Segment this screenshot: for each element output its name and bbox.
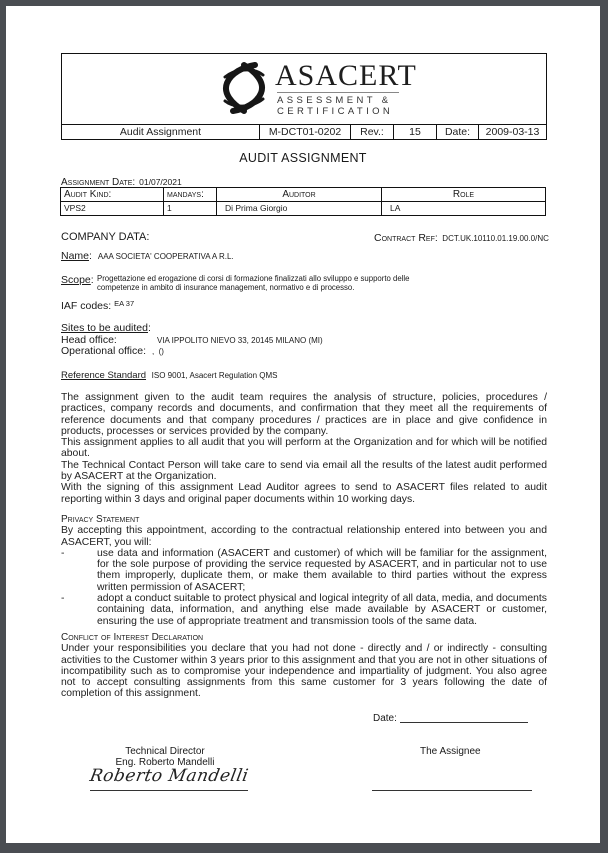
technical-director-signature: Roberto Mandelli [88,766,251,786]
document-header [61,53,547,125]
col-auditor: Auditor [217,188,382,202]
technical-director-name: Eng. Roberto Mandelli [115,757,215,768]
assignment-date-label: Assignment Date: [61,177,136,188]
sites-heading: Sites to be audited: [61,322,151,334]
paragraph-reporting: With the signing of this assignment Lead Auditor agrees to send to ASACERT files related to audit reporting within 3 days and original paper documents within 10 working days. [61,482,547,505]
iaf-codes-value: EA 37 [114,299,135,308]
assignment-terms [61,392,547,505]
company-data-heading: COMPANY DATA: [61,231,150,243]
date-signature-line [400,722,528,723]
iaf-codes [61,299,134,312]
table-row [61,202,546,216]
auditor-table [60,187,546,216]
col-audit-kind: Audit Kind: [61,188,164,202]
cell-auditor: Di Prima Giorgio [217,202,382,216]
sites-label: Sites to be audited [61,322,148,334]
conflict-heading: Conflict of Interest Declaration [61,632,204,643]
cell-mandays: 1 [164,202,217,216]
date-label: Date: [437,125,479,139]
technical-director-block [110,746,220,768]
col-mandays: mandays: [164,188,217,202]
paragraph-technical-contact: The Technical Contact Person will take care to send via email all the results of the latest audit performed by ASACERT at the Organization. [61,459,547,483]
revision-value: 15 [394,125,437,139]
bullet-text: adopt a conduct suitable to protect physical and logical integrity of all data, media, and documents containing data, information, and anything else made available by ASACERT or customer, ensuring the use of appropriate treatment and transmission tools of the same data. [97,593,547,627]
scope-line-1: Progettazione ed erogazione di corsi di formazione finalizzati allo sviluppo e supporto delle [97,274,410,283]
operational-office-label: Operational office: [61,345,147,357]
iaf-codes-label: IAF codes: [61,300,112,312]
signature-date-label: Date: [373,713,397,724]
paragraph-applicability: This assignment applies to all audit that you will perform at the Organization and for which will be notified about. [61,437,547,460]
bullet-text: use data and information (ASACERT and customer) of which will be familiar for the assignment, for the sole purpose of providing the service requested by ASACERT, and in particular not to use them improperly, duplicate them, or make them available to third parties without the express written permission of ASACERT; [97,547,547,593]
logo-tagline-1: ASSESSMENT & [277,95,392,106]
document-control-row [61,124,547,140]
revision-label: Rev.: [351,125,394,139]
head-office-label: Head office: [61,334,117,346]
scope-line-2: competenze in ambito di insurance management, normativo e di processo. [97,283,355,292]
form-code: M-DCT01-0202 [260,125,351,139]
cell-role: LA [382,202,546,216]
company-name-label: Name [61,250,90,262]
asacert-swirl-logo-icon [217,59,271,117]
contract-ref-label: Contract Ref: [374,232,438,244]
scope-value [97,274,497,292]
reference-standard-label: Reference Standard [61,370,147,381]
logo-tagline-2: CERTIFICATION [277,106,394,117]
auditor-table-header [61,188,546,202]
privacy-intro: By accepting this appointment, according to the contractual relationship entered into between you and ASACERT, you will: [61,525,547,548]
brand-name: ASACERT [275,59,417,92]
privacy-statement [61,514,547,627]
operational-office-value: , () [151,347,164,356]
operational-office [61,345,164,357]
privacy-bullet-1 [61,548,547,593]
contract-ref-value: DCT.UK.10110.01.19.00.0/NC [442,234,549,243]
company-scope: Scope: [61,274,94,286]
scope-label: Scope [61,274,91,286]
reference-standard-value: ISO 9001, Asacert Regulation QMS [151,371,278,380]
technical-director-title: Technical Director [125,746,205,757]
assignment-date-value: 01/07/2021 [139,177,182,187]
signature-date [373,713,397,724]
company-name-value: AAA SOCIETA' COOPERATIVA A R.L. [97,252,234,261]
head-office-value: VIA IPPOLITO NIEVO 33, 20145 MILANO (MI) [157,336,323,345]
assignee-signature-line [372,790,532,791]
col-role: Role [382,188,546,202]
logo-divider [277,92,399,93]
date-value: 2009-03-13 [485,126,540,138]
page-title: AUDIT ASSIGNMENT [239,151,367,165]
reference-standard [61,370,278,381]
company-name: Name: AAA SOCIETA' COOPERATIVA A R.L. [61,250,234,262]
paragraph-analysis: The assignment given to the audit team requires the analysis of structure, policies, procedures / practices, company records and documents, and confirmation that they meet all the requirements of reference documents and that company procedures / practices are in place and give confidence in products, processes or services provided by the company. [61,392,547,437]
form-name: Audit Assignment [62,125,260,139]
conflict-text: Under your responsibilities you declare that you had not done - directly and / or indirectly - consulting activities to the Customer within 3 years prior to this assignment and that you are not in other situations of incompatibility such as to compromise your independence and impartiality of judgment. You also agree not to accept consulting assignments from this same customer for 3 years following the date of completion of this assignment. [61,643,547,700]
conflict-of-interest [61,632,547,700]
contract-ref [374,232,549,244]
privacy-bullet-2 [61,593,547,627]
privacy-heading: Privacy Statement [61,514,140,525]
technical-director-signature-line [90,790,248,791]
bullet-dash: - [61,593,65,605]
cell-audit-kind: VPS2 [61,202,164,216]
document-page [6,6,600,843]
asacert-logo [217,57,417,119]
assignee-title: The Assignee [420,746,481,757]
bullet-dash: - [61,547,65,559]
